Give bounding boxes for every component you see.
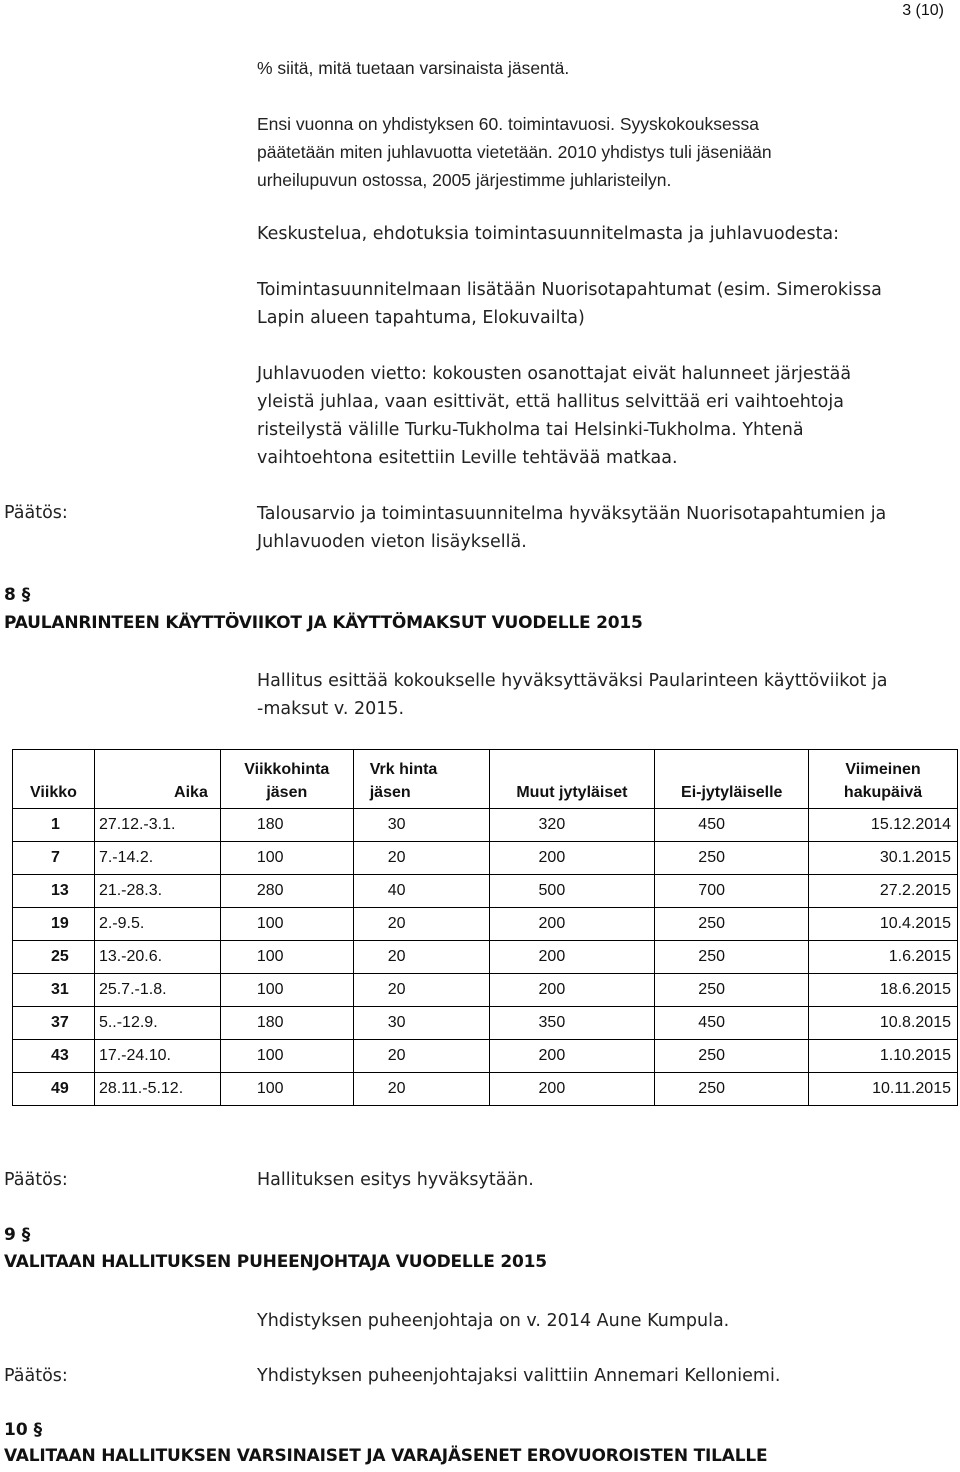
cell-viikko: 25 [13, 941, 95, 974]
cell-muut: 200 [489, 1040, 655, 1073]
section-8-number: 8 § [4, 585, 31, 605]
cell-ei: 250 [655, 908, 809, 941]
cell-viimeinen: 1.10.2015 [809, 1040, 958, 1073]
cell-vrk: 20 [353, 941, 489, 974]
discussion-paragraph-plan [257, 276, 941, 332]
cell-viikkohinta: 100 [220, 974, 353, 1007]
section-10-title: VALITAAN HALLITUKSEN VARSINAISET JA VARAJÄSENET EROVUOROISTEN TILALLE [4, 1446, 768, 1466]
header-vrk-line-2: jäsen [369, 784, 411, 801]
intro-paragraph-2-line-3: urheilupuvun ostossa, 2005 järjestimme juhlaristeilyn. [257, 170, 672, 190]
cell-viikko: 37 [13, 1007, 95, 1040]
table-row [13, 1073, 958, 1106]
decision-text-2: Hallituksen esitys hyväksytään. [257, 1170, 534, 1190]
cell-viikkohinta: 180 [220, 1007, 353, 1040]
intro-paragraph-2-line-1: Ensi vuonna on yhdistyksen 60. toimintavuosi. Syyskokouksessa [257, 114, 759, 134]
cell-viikkohinta: 100 [220, 1073, 353, 1106]
decision-text-3: Yhdistyksen puheenjohtajaksi valittiin Annemari Kelloniemi. [257, 1366, 781, 1386]
table-row [13, 1040, 958, 1073]
discussion-heading: Keskustelua, ehdotuksia toimintasuunnitelmasta ja juhlavuodesta: [257, 224, 840, 244]
header-ei: Ei-jytyläiselle [655, 750, 809, 809]
table-row [13, 941, 958, 974]
cell-aika: 28.11.-5.12. [94, 1073, 220, 1106]
page-number: 3 (10) [902, 2, 944, 19]
cell-aika: 27.12.-3.1. [94, 809, 220, 842]
cell-aika: 5..-12.9. [94, 1007, 220, 1040]
header-vrk-line-1: Vrk hinta [369, 761, 438, 778]
cell-viikko: 13 [13, 875, 95, 908]
cell-muut: 200 [489, 941, 655, 974]
header-viimeinen-line-1: Viimeinen [845, 761, 921, 778]
cell-aika: 2.-9.5. [94, 908, 220, 941]
section-8-text-line-2: -maksut v. 2015. [257, 699, 405, 719]
cell-ei: 250 [655, 1040, 809, 1073]
cell-vrk: 30 [353, 809, 489, 842]
header-vrk [353, 750, 489, 809]
cell-muut: 200 [489, 908, 655, 941]
header-viikkohinta [220, 750, 353, 809]
table-row [13, 842, 958, 875]
header-viimeinen [809, 750, 958, 809]
cell-ei: 450 [655, 1007, 809, 1040]
discussion-paragraph-anniversary [257, 360, 941, 472]
cell-ei: 250 [655, 1073, 809, 1106]
cell-vrk: 30 [353, 1007, 489, 1040]
decision-text-1 [257, 500, 941, 556]
cell-aika: 13.-20.6. [94, 941, 220, 974]
cell-viikko: 49 [13, 1073, 95, 1106]
cell-viimeinen: 10.8.2015 [809, 1007, 958, 1040]
cell-viimeinen: 27.2.2015 [809, 875, 958, 908]
cell-aika: 17.-24.10. [94, 1040, 220, 1073]
section-8-text-line-1: Hallitus esittää kokoukselle hyväksyttäväksi Paularinteen käyttöviikot ja [257, 671, 888, 691]
plan-line-1: Toimintasuunnitelmaan lisätään Nuorisotapahtumat (esim. Simerokissa [257, 280, 882, 300]
intro-paragraph-2-line-2: päätetään miten juhlavuotta vietetään. 2010 yhdistys tuli jäseniään [257, 142, 772, 162]
anniversary-line-1: Juhlavuoden vietto: kokousten osanottajat eivät halunneet järjestää [257, 364, 852, 384]
cell-aika: 25.7.-1.8. [94, 974, 220, 1007]
header-viikkohinta-line-1: Viikkohinta [244, 761, 330, 778]
cell-viikkohinta: 100 [220, 941, 353, 974]
cell-ei: 250 [655, 974, 809, 1007]
cell-muut: 200 [489, 1073, 655, 1106]
table-header-row [13, 750, 958, 809]
cell-viikko: 1 [13, 809, 95, 842]
table-row [13, 1007, 958, 1040]
anniversary-line-3: risteilystä välille Turku-Tukholma tai Helsinki-Tukholma. Yhtenä [257, 420, 804, 440]
cell-ei: 450 [655, 809, 809, 842]
cell-aika: 7.-14.2. [94, 842, 220, 875]
cell-vrk: 20 [353, 842, 489, 875]
decision-label-2: Päätös: [4, 1170, 68, 1190]
cell-viikko: 31 [13, 974, 95, 1007]
header-viikko: Viikko [13, 750, 95, 809]
cell-viikko: 43 [13, 1040, 95, 1073]
cell-viimeinen: 30.1.2015 [809, 842, 958, 875]
table-row [13, 809, 958, 842]
cell-vrk: 20 [353, 1040, 489, 1073]
cell-vrk: 20 [353, 1073, 489, 1106]
decision-1-line-2: Juhlavuoden vieton lisäyksellä. [257, 532, 527, 552]
cell-ei: 700 [655, 875, 809, 908]
cell-aika: 21.-28.3. [94, 875, 220, 908]
cell-viikkohinta: 280 [220, 875, 353, 908]
cell-ei: 250 [655, 842, 809, 875]
table-row [13, 908, 958, 941]
header-aika: Aika [94, 750, 220, 809]
decision-label-3: Päätös: [4, 1366, 68, 1386]
table-body [13, 809, 958, 1106]
section-8-text [257, 667, 941, 723]
cell-viikkohinta: 100 [220, 1040, 353, 1073]
usage-weeks-table [12, 749, 958, 1106]
header-viimeinen-line-2: hakupäivä [843, 784, 923, 801]
plan-line-2: Lapin alueen tapahtuma, Elokuvailta) [257, 308, 585, 328]
cell-viimeinen: 1.6.2015 [809, 941, 958, 974]
decision-1-line-1: Talousarvio ja toimintasuunnitelma hyväksytään Nuorisotapahtumien ja [257, 504, 887, 524]
cell-viikkohinta: 100 [220, 842, 353, 875]
cell-vrk: 40 [353, 875, 489, 908]
section-9-title: VALITAAN HALLITUKSEN PUHEENJOHTAJA VUODELLE 2015 [4, 1252, 547, 1272]
section-9-text: Yhdistyksen puheenjohtaja on v. 2014 Aune Kumpula. [257, 1311, 730, 1331]
anniversary-line-4: vaihtoehtona esitettiin Leville tehtävää matkaa. [257, 448, 678, 468]
cell-muut: 500 [489, 875, 655, 908]
cell-muut: 350 [489, 1007, 655, 1040]
decision-label-1: Päätös: [4, 503, 68, 523]
table-row [13, 875, 958, 908]
anniversary-line-2: yleistä juhlaa, vaan esittivät, että hallitus selvittää eri vaihtoehtoja [257, 392, 844, 412]
cell-viimeinen: 18.6.2015 [809, 974, 958, 1007]
section-10-number: 10 § [4, 1420, 43, 1440]
cell-viimeinen: 10.4.2015 [809, 908, 958, 941]
section-9-number: 9 § [4, 1225, 31, 1245]
cell-viikko: 7 [13, 842, 95, 875]
intro-paragraph-1: % siitä, mitä tuetaan varsinaista jäsentä. [257, 58, 570, 78]
cell-muut: 200 [489, 842, 655, 875]
cell-muut: 200 [489, 974, 655, 1007]
cell-viikkohinta: 100 [220, 908, 353, 941]
cell-viikkohinta: 180 [220, 809, 353, 842]
cell-vrk: 20 [353, 908, 489, 941]
cell-viimeinen: 10.11.2015 [809, 1073, 958, 1106]
section-8-title: PAULANRINTEEN KÄYTTÖVIIKOT JA KÄYTTÖMAKSUT VUODELLE 2015 [4, 613, 643, 633]
cell-ei: 250 [655, 941, 809, 974]
table-row [13, 974, 958, 1007]
cell-viikko: 19 [13, 908, 95, 941]
cell-vrk: 20 [353, 974, 489, 1007]
cell-viimeinen: 15.12.2014 [809, 809, 958, 842]
intro-paragraph-2 [257, 110, 941, 194]
header-viikkohinta-line-2: jäsen [266, 784, 308, 801]
header-muut: Muut jytyläiset [489, 750, 655, 809]
cell-muut: 320 [489, 809, 655, 842]
